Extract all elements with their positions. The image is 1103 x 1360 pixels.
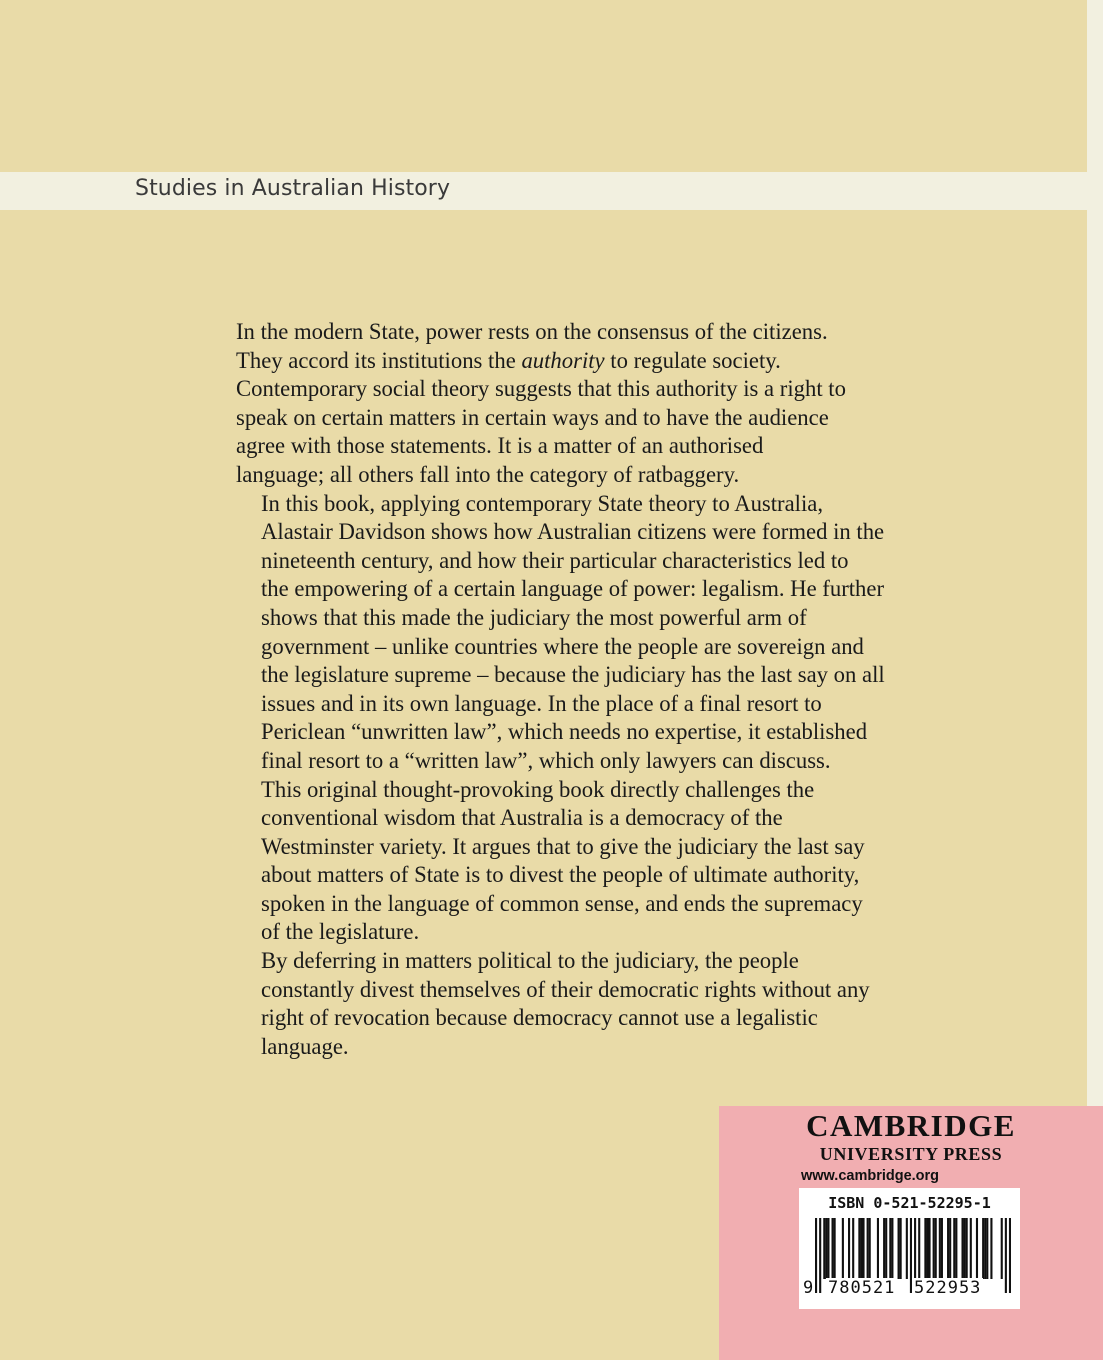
blurb-text-run: constantly divest themselves of their democratic rights without any: [261, 976, 870, 1002]
blurb-line: [236, 633, 896, 662]
blurb-text-run: Contemporary social theory suggests that this authority is a right to: [236, 376, 846, 402]
blurb-line: [236, 347, 896, 376]
barcode-bar: [935, 1218, 937, 1279]
blurb-line: [236, 318, 896, 347]
blurb-text-run: nineteenth century, and how their particular characteristics led to: [261, 547, 849, 573]
blurb-text-run: They accord its institutions the: [236, 347, 522, 373]
blurb-line: [236, 804, 896, 833]
barcode-bar: [928, 1218, 930, 1279]
blurb-text-run: right of revocation because democracy cannot use a legalistic: [261, 1005, 818, 1031]
barcode-left-digits: 780521: [828, 1278, 896, 1298]
blurb-text-run: In the modern State, power rests on the consensus of the citizens.: [236, 319, 828, 344]
blurb-text-run: government – unlike countries where the people are sovereign and: [261, 633, 864, 659]
blurb-emphasis: authority: [521, 347, 605, 373]
blurb-text-run: This original thought-provoking book directly challenges the: [261, 776, 815, 802]
blurb-text-run: to regulate society.: [604, 347, 781, 373]
blurb-line: [236, 661, 896, 690]
barcode-bar: [970, 1218, 972, 1279]
blurb-text-run: Westminster variety. It argues that to give the judiciary the last say: [261, 833, 865, 859]
blurb-text-run: about matters of State is to divest the people of ultimate authority,: [261, 862, 860, 888]
blurb-text-run: Alastair Davidson shows how Australian citizens were formed in the: [261, 519, 885, 545]
barcode-bar: [947, 1218, 949, 1279]
barcode-bar: [900, 1218, 902, 1279]
blurb-paragraph: [236, 947, 896, 1061]
blurb-text-run: Periclean “unwritten law”, which needs no expertise, it established: [261, 719, 868, 745]
blurb-text-run: the legislature supreme – because the judiciary has the last say on all: [261, 662, 885, 688]
barcode-bar: [953, 1218, 955, 1279]
publisher-url: www.cambridge.org: [801, 1168, 940, 1184]
barcode-bar: [990, 1218, 992, 1279]
barcode-bar: [926, 1218, 928, 1279]
barcode-bar: [834, 1218, 836, 1279]
barcode-bar: [825, 1218, 827, 1279]
blurb-text-run: of the legislature.: [261, 919, 420, 945]
barcode-bar: [823, 1218, 825, 1279]
blurb-paragraph: [236, 490, 896, 776]
blurb-line: [236, 747, 896, 776]
blurb-text-run: By deferring in matters political to the judiciary, the people: [261, 948, 799, 974]
barcode-bar: [933, 1218, 935, 1279]
barcode-bar: [889, 1218, 891, 1279]
blurb-text-run: final resort to a “written law”, which only lawyers can discuss.: [261, 747, 831, 773]
barcode-bar: [949, 1218, 951, 1279]
publisher-subtitle: UNIVERSITY PRESS: [819, 1144, 1003, 1164]
blurb-line: [236, 947, 896, 976]
barcode-bar: [869, 1218, 871, 1279]
barcode-bar: [877, 1218, 879, 1279]
barcode-bar: [961, 1218, 963, 1279]
cover-top-panel: [0, 0, 1087, 172]
barcode-bar: [852, 1218, 854, 1279]
barcode-bar: [966, 1218, 968, 1279]
barcode-bar: [867, 1218, 869, 1279]
barcode-bar: [976, 1218, 978, 1279]
isbn-label: ISBN 0-521-52295-1: [828, 1194, 991, 1212]
blurb-line: [236, 690, 896, 719]
blurb-text-run: issues and in its own language. In the place of a final resort to: [261, 690, 822, 716]
blurb-text-run: In this book, applying contemporary State theory to Australia,: [261, 490, 824, 516]
barcode-bar: [939, 1218, 941, 1279]
blurb-line: [236, 1033, 896, 1062]
blurb-line: [236, 918, 896, 947]
barcode-bar: [860, 1218, 862, 1279]
blurb-paragraph: [236, 318, 896, 490]
publisher-box: [719, 1106, 1103, 1360]
blurb-text-run: the empowering of a certain language of power: legalism. He further: [261, 576, 885, 602]
blurb-line: [236, 1004, 896, 1033]
barcode-bar: [964, 1218, 966, 1279]
blurb-line: [236, 575, 896, 604]
barcode-digits: [799, 1278, 1020, 1300]
blurb-text-run: language; all others fall into the category of ratbaggery.: [236, 461, 740, 487]
blurb-line: [236, 490, 896, 519]
barcode-bar: [1001, 1218, 1003, 1279]
blurb-line: [236, 833, 896, 862]
blurb-text: [236, 318, 896, 1061]
barcode-bar: [918, 1218, 920, 1279]
blurb-line: [236, 547, 896, 576]
barcode-bar: [827, 1218, 829, 1279]
barcode-bar: [924, 1218, 926, 1279]
barcode-bar: [883, 1218, 885, 1279]
blurb-line: [236, 432, 896, 461]
blurb-line: [236, 976, 896, 1005]
barcode-lead-digit: 9: [803, 1278, 814, 1298]
barcode-bar: [862, 1218, 864, 1279]
blurb-line: [236, 718, 896, 747]
barcode-bar: [955, 1218, 957, 1279]
barcode-bar: [848, 1218, 850, 1279]
blurb-text-run: language.: [261, 1033, 349, 1059]
barcode-bar: [891, 1218, 893, 1279]
blurb-line: [236, 461, 896, 490]
barcode-bar: [906, 1218, 908, 1279]
barcode-bar: [858, 1218, 860, 1279]
barcode-bar: [842, 1218, 844, 1279]
blurb-line: [236, 375, 896, 404]
blurb-text-run: conventional wisdom that Australia is a democracy of the: [261, 805, 783, 831]
blurb-line: [236, 776, 896, 805]
blurb-text-run: spoken in the language of common sense, and ends the supremacy: [261, 890, 863, 916]
blurb-line: [236, 604, 896, 633]
blurb-line: [236, 518, 896, 547]
blurb-line: [236, 404, 896, 433]
barcode-box: [799, 1188, 1020, 1309]
barcode-bar: [941, 1218, 943, 1279]
barcode-bar: [982, 1218, 984, 1279]
blurb-paragraph: [236, 776, 896, 948]
barcode-bar: [832, 1218, 834, 1279]
series-title: Studies in Australian History: [135, 176, 451, 201]
barcode-bar: [885, 1218, 887, 1279]
barcode-right-digits: 522953: [914, 1278, 982, 1298]
blurb-text-run: agree with those statements. It is a matter of an authorised: [236, 433, 764, 459]
blurb-text-run: shows that this made the judiciary the most powerful arm of: [261, 604, 807, 630]
blurb-line: [236, 890, 896, 919]
barcode-bar: [986, 1218, 988, 1279]
blurb-text-run: speak on certain matters in certain ways and to have the audience: [236, 404, 829, 430]
barcode-bar: [984, 1218, 986, 1279]
blurb-line: [236, 861, 896, 890]
publisher-name: CAMBRIDGE: [806, 1108, 1016, 1143]
barcode-bar: [898, 1218, 900, 1279]
